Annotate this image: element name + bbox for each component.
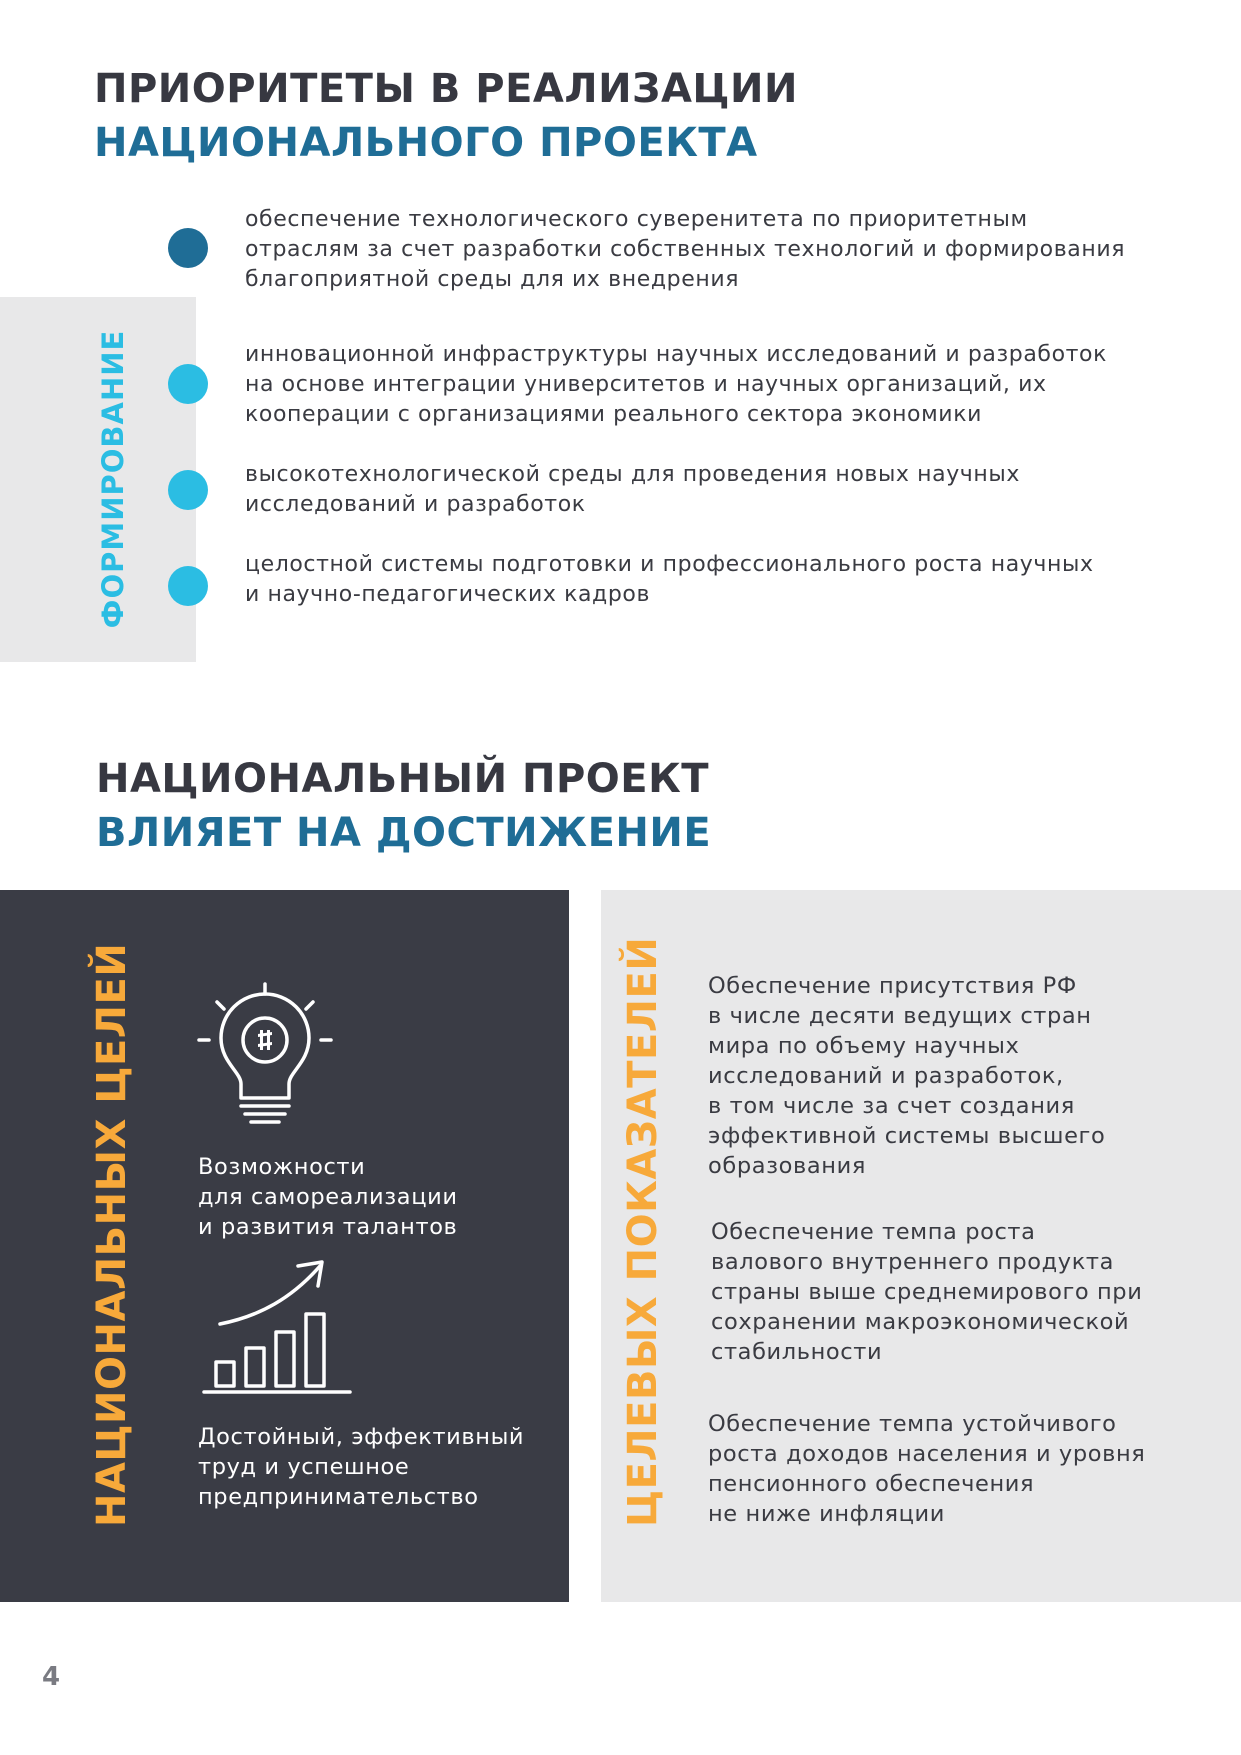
national-goals-vertical-label: НАЦИОНАЛЬНЫХ ЦЕЛЕЙ [89,942,135,1527]
bullet-dot-dark [168,228,208,268]
page-number: 4 [42,1662,61,1692]
goal-item-2-line1: Достойный, эффективный [198,1424,525,1450]
goal-item-2 [198,1422,524,1512]
indicator-item-2 [711,1217,1142,1367]
growth-chart-icon [200,1258,352,1398]
impact-title-line2: ВЛИЯЕТ НА ДОСТИЖЕНИЕ [96,810,712,856]
priority-item-4-line1: целостной системы подготовки и профессионального роста научных [245,552,1094,577]
priorities-title-line2: НАЦИОНАЛЬНОГО ПРОЕКТА [94,120,758,166]
priority-item-3-line1: высокотехнологической среды для проведения новых научных [245,462,1020,487]
indicator-item-1-line5: в том числе за счет создания [708,1093,1075,1119]
goal-item-2-line3: предпринимательство [198,1484,479,1510]
bullet-dot-cyan [168,364,208,404]
indicator-item-1-line3: мира по объему научных [708,1033,1020,1059]
indicator-item-3-line2: роста доходов населения и уровня [708,1441,1146,1467]
priority-item-2 [245,340,1107,430]
goal-item-1-line3: и развития талантов [198,1214,458,1240]
indicator-item-1-line7: образования [708,1153,866,1179]
indicator-item-2-line5: стабильности [711,1339,883,1365]
priority-item-3-line2: исследований и разработок [245,492,586,517]
priority-item-3 [245,460,1020,520]
bullet-dot-cyan [168,566,208,606]
indicator-item-1-line1: Обеспечение присутствия РФ [708,973,1077,999]
indicator-item-3-line3: пенсионного обеспечения [708,1471,1035,1497]
indicator-item-2-line4: сохранении макроэкономической [711,1309,1130,1335]
indicator-item-3-line1: Обеспечение темпа устойчивого [708,1411,1117,1437]
priorities-title-line1: ПРИОРИТЕТЫ В РЕАЛИЗАЦИИ [94,66,798,112]
goal-item-1 [198,1152,458,1242]
priority-item-4-line2: и научно-педагогических кадров [245,582,651,607]
priority-item-2-line1: инновационной инфраструктуры научных исследований и разработок [245,342,1108,367]
bullet-dot-cyan [168,470,208,510]
priority-item-1-line1: обеспечение технологического суверенитета по приоритетным [245,207,1028,232]
indicator-item-2-line2: валового внутреннего продукта [711,1249,1114,1275]
target-indicators-vertical-label: ЦЕЛЕВЫХ ПОКАЗАТЕЛЕЙ [620,936,666,1527]
indicator-item-1 [708,971,1105,1181]
lightbulb-icon [195,980,335,1128]
priority-item-4 [245,550,1094,610]
impact-title-line1: НАЦИОНАЛЬНЫЙ ПРОЕКТ [96,756,710,802]
indicator-item-3-line4: не ниже инфляции [708,1501,945,1527]
indicator-item-1-line2: в числе десяти ведущих стран [708,1003,1092,1029]
priority-item-2-line3: кооперации с организациями реального сектора экономики [245,402,982,427]
goal-item-1-line2: для самореализации [198,1184,458,1210]
indicator-item-2-line1: Обеспечение темпа роста [711,1219,1036,1245]
indicator-item-3 [708,1409,1145,1529]
indicator-item-1-line4: исследований и разработок, [708,1063,1064,1089]
formirovanie-vertical-label: ФОРМИРОВАНИЕ [96,329,130,629]
priority-item-2-line2: на основе интеграции университетов и научных организаций, их [245,372,1047,397]
goal-item-1-line1: Возможности [198,1154,366,1180]
priority-item-1 [245,205,1125,295]
indicator-item-1-line6: эффективной системы высшего [708,1123,1106,1149]
priority-item-1-line3: благоприятной среды для их внедрения [245,267,740,292]
indicator-item-2-line3: страны выше среднемирового при [711,1279,1143,1305]
priority-item-1-line2: отраслям за счет разработки собственных технологий и формирования [245,237,1126,262]
goal-item-2-line2: труд и успешное [198,1454,410,1480]
